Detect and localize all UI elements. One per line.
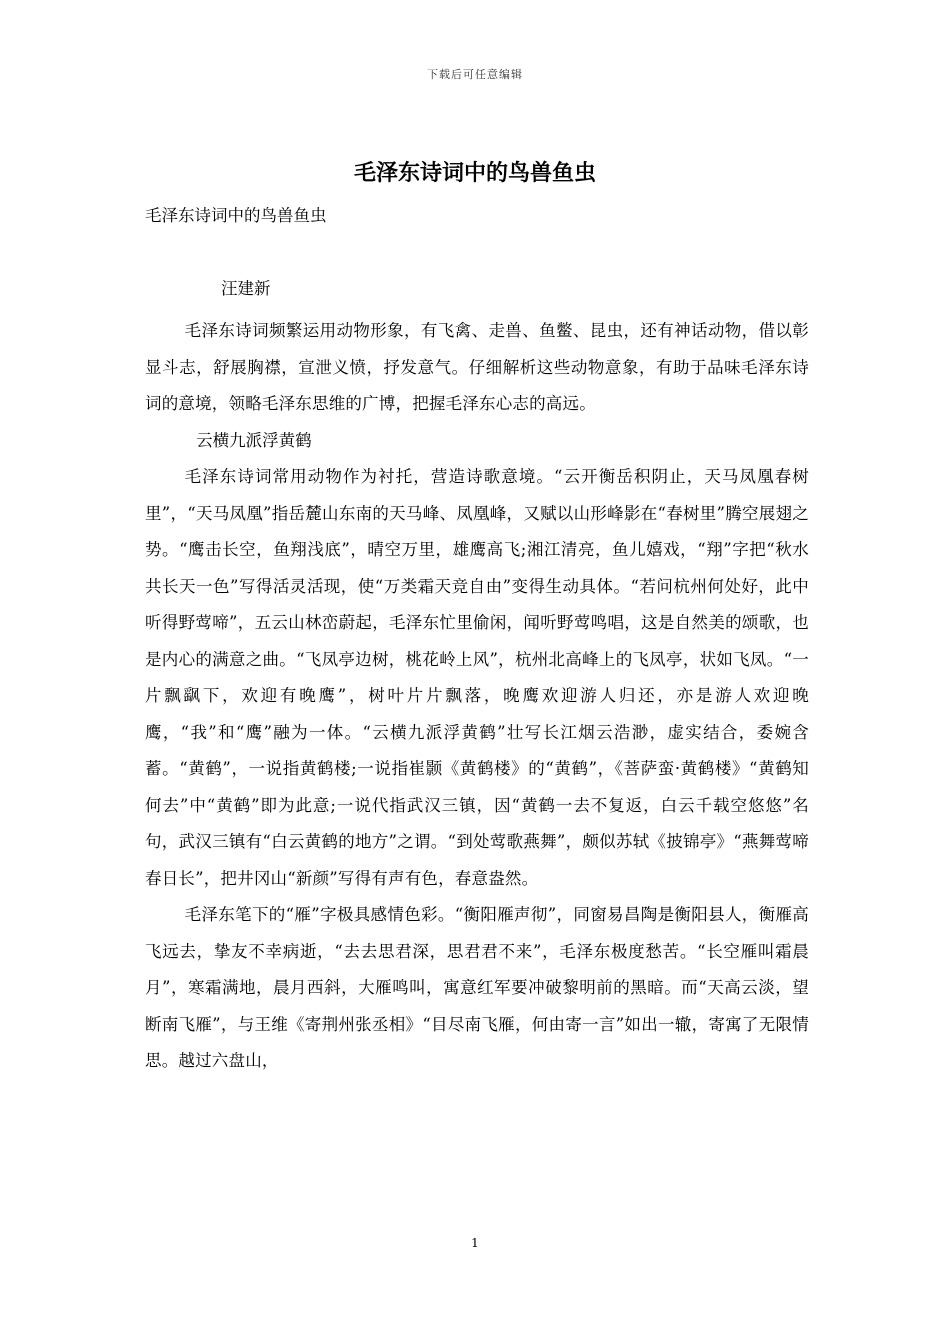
- document-subtitle: 毛泽东诗词中的鸟兽鱼虫: [145, 206, 327, 225]
- document-body: [145, 313, 809, 1080]
- body-paragraph: 毛泽东诗词常用动物作为衬托，营造诗歌意境。“云开衡岳积阴止，天马凤凰春树里”，“天马凤凰”指岳麓山东南的天马峰、凤凰峰，又赋以山形峰影在“春树里”腾空展翅之势。“鹰击长空，鱼翔浅底”，晴空万里，雄鹰高飞;湘江清亮，鱼儿嬉戏，“翔”字把“秋水共长天一色”写得活灵活现，使“万类霜天竞自由”变得生动具体。“若问杭州何处好，此中听得野莺啼”，五云山林峦蔚起，毛泽东忙里偷闲，闻听野莺鸣唱，这是自然美的颂歌，也是内心的满意之曲。“飞凤亭边树，桃花岭上风”，杭州北高峰上的飞凤亭，状如飞凤。“一片飘飖下，欢迎有晚鹰”，树叶片片飘落，晚鹰欢迎游人归还，亦是游人欢迎晚鹰，“我”和“鹰”融为一体。“云横九派浮黄鹤”壮写长江烟云浩渺，虚实结合，委婉含蓄。“黄鹤”，一说指黄鹤楼;一说指崔颢《黄鹤楼》的“黄鹤”，《菩萨蛮·黄鹤楼》“黄鹤知何去”中“黄鹤”即为此意;一说代指武汉三镇，因“黄鹤一去不复返，白云千载空悠悠”名句，武汉三镇有“白云黄鹤的地方”之谓。“到处莺歌燕舞”，颇似苏轼《披锦亭》“燕舞莺啼春日长”，把井冈山“新颜”写得有声有色，春意盎然。: [145, 467, 809, 888]
- page-number: 1: [471, 1236, 479, 1250]
- page-header-note: 下载后可任意编辑: [427, 68, 523, 81]
- intro-paragraph: 毛泽东诗词频繁运用动物形象，有飞禽、走兽、鱼鳖、昆虫，还有神话动物，借以彰显斗志，舒展胸襟，宣泄义愤，抒发意气。仔细解析这些动物意象，有助于品味毛泽东诗词的意境，领略毛泽东思维的广博，把握毛泽东心志的高远。: [145, 321, 809, 413]
- document-title: 毛泽东诗词中的鸟兽鱼虫: [353, 160, 596, 186]
- author-name: 汪建新: [221, 279, 271, 298]
- body-paragraph: 毛泽东笔下的“雁”字极具感情色彩。“衡阳雁声彻”，同窗易昌陶是衡阳县人，衡雁高飞远去，挚友不幸病逝，“去去思君深，思君君不来”，毛泽东极度愁苦。“长空雁叫霜晨月”，寒霜满地，晨月西斜，大雁鸣叫，寓意红军要冲破黎明前的黑暗。而“天高云淡，望断南飞雁”，与王维《寄荆州张丞相》“目尽南飞雁，何由寄一言”如出一辙，寄寓了无限情思。越过六盘山，: [145, 905, 809, 1070]
- section-heading: 云横九派浮黄鹤: [196, 430, 312, 450]
